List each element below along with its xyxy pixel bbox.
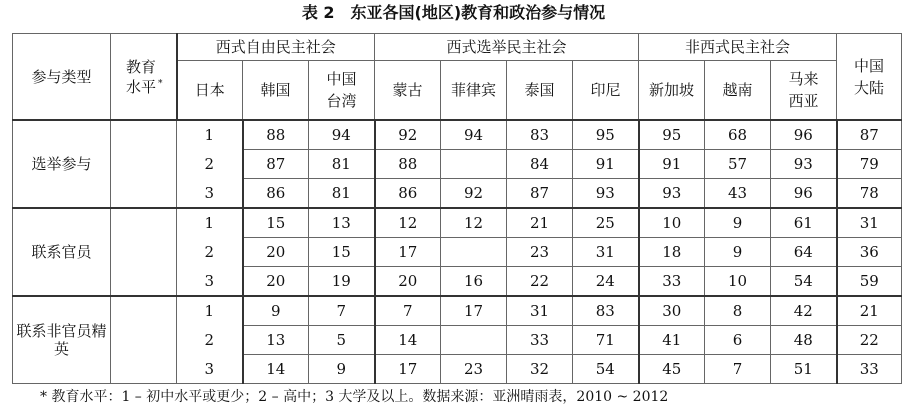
level-cell bbox=[111, 150, 177, 179]
value-cell: 94 bbox=[309, 120, 375, 150]
value-cell: 87 bbox=[837, 120, 902, 150]
value-cell: 36 bbox=[837, 238, 902, 267]
value-cell: 21 bbox=[507, 208, 573, 238]
value-cell: 57 bbox=[705, 150, 771, 179]
level-cell: 1 bbox=[177, 208, 243, 238]
value-cell: 9 bbox=[309, 355, 375, 384]
header-group-nonwestern: 非西式民主社会 bbox=[639, 34, 837, 61]
value-cell: 51 bbox=[771, 355, 837, 384]
table-footnote: * 教育水平：1 – 初中水平或更少；2 – 高中；3 大学及以上。数据来源：亚洲晴雨表，2010 ~ 2012 bbox=[40, 389, 669, 405]
value-cell: 31 bbox=[573, 238, 639, 267]
value-cell: 96 bbox=[771, 179, 837, 209]
value-cell: 9 bbox=[705, 238, 771, 267]
value-cell: 10 bbox=[639, 208, 705, 238]
value-cell: 92 bbox=[441, 179, 507, 209]
value-cell: 81 bbox=[309, 179, 375, 209]
level-cell bbox=[111, 120, 177, 150]
value-cell: 23 bbox=[441, 355, 507, 384]
table-row bbox=[13, 179, 902, 209]
value-cell: 15 bbox=[309, 238, 375, 267]
value-cell: 33 bbox=[837, 355, 902, 384]
value-cell: 25 bbox=[573, 208, 639, 238]
value-cell: 32 bbox=[507, 355, 573, 384]
section-label: 联系非官员精英 bbox=[13, 296, 111, 384]
value-cell: 79 bbox=[837, 150, 902, 179]
value-cell: 86 bbox=[243, 179, 309, 209]
value-cell: 9 bbox=[705, 208, 771, 238]
value-cell: 95 bbox=[573, 120, 639, 150]
value-cell: 88 bbox=[375, 150, 441, 179]
value-cell: 83 bbox=[573, 296, 639, 326]
value-cell: 33 bbox=[639, 267, 705, 297]
value-cell: 16 bbox=[441, 267, 507, 297]
value-cell: 41 bbox=[639, 326, 705, 355]
header-education-level bbox=[111, 34, 177, 121]
value-cell: 14 bbox=[243, 355, 309, 384]
value-cell: 87 bbox=[507, 179, 573, 209]
col-korea: 韩国 bbox=[243, 61, 309, 121]
table-title bbox=[0, 3, 907, 23]
value-cell bbox=[441, 238, 507, 267]
level-cell bbox=[111, 355, 177, 384]
value-cell: 9 bbox=[243, 296, 309, 326]
value-cell: 91 bbox=[573, 150, 639, 179]
level-cell: 3 bbox=[177, 267, 243, 297]
value-cell bbox=[441, 326, 507, 355]
value-cell: 17 bbox=[441, 296, 507, 326]
value-cell: 81 bbox=[309, 150, 375, 179]
col-taiwan-text: 中国台湾 bbox=[326, 70, 357, 110]
header-participation-type: 参与类型 bbox=[13, 34, 111, 121]
level-cell: 3 bbox=[177, 179, 243, 209]
value-cell: 18 bbox=[639, 238, 705, 267]
value-cell: 78 bbox=[837, 179, 902, 209]
value-cell: 93 bbox=[639, 179, 705, 209]
level-cell bbox=[111, 238, 177, 267]
table-caption: 东亚各国(地区)教育和政治参与情况 bbox=[350, 3, 606, 22]
value-cell: 54 bbox=[573, 355, 639, 384]
value-cell: 88 bbox=[243, 120, 309, 150]
value-cell: 93 bbox=[771, 150, 837, 179]
value-cell: 48 bbox=[771, 326, 837, 355]
value-cell: 87 bbox=[243, 150, 309, 179]
col-thailand: 泰国 bbox=[507, 61, 573, 121]
table-row bbox=[13, 150, 902, 179]
value-cell: 6 bbox=[705, 326, 771, 355]
value-cell: 20 bbox=[375, 267, 441, 297]
table-row bbox=[13, 296, 902, 326]
value-cell: 31 bbox=[507, 296, 573, 326]
value-cell: 23 bbox=[507, 238, 573, 267]
value-cell: 93 bbox=[573, 179, 639, 209]
header-group-liberal: 西式自由民主社会 bbox=[177, 34, 375, 61]
value-cell: 33 bbox=[507, 326, 573, 355]
table-number: 表 2 bbox=[301, 3, 335, 22]
value-cell: 61 bbox=[771, 208, 837, 238]
section-label: 联系官员 bbox=[13, 208, 111, 296]
section-label: 选举参与 bbox=[13, 120, 111, 208]
value-cell: 95 bbox=[639, 120, 705, 150]
col-malaysia bbox=[771, 61, 837, 121]
education-footnote-mark: * bbox=[158, 78, 163, 89]
level-cell: 1 bbox=[177, 296, 243, 326]
level-cell: 2 bbox=[177, 150, 243, 179]
col-vietnam: 越南 bbox=[705, 61, 771, 121]
value-cell: 20 bbox=[243, 267, 309, 297]
value-cell bbox=[441, 150, 507, 179]
level-cell: 2 bbox=[177, 238, 243, 267]
col-malaysia-text: 马来西亚 bbox=[788, 70, 819, 110]
level-cell bbox=[111, 179, 177, 209]
col-indonesia: 印尼 bbox=[573, 61, 639, 121]
level-cell: 3 bbox=[177, 355, 243, 384]
value-cell: 7 bbox=[309, 296, 375, 326]
value-cell: 22 bbox=[837, 326, 902, 355]
header-education-level-text: 教育水平 bbox=[125, 57, 156, 96]
value-cell: 42 bbox=[771, 296, 837, 326]
value-cell: 68 bbox=[705, 120, 771, 150]
table-row bbox=[13, 267, 902, 297]
value-cell: 43 bbox=[705, 179, 771, 209]
table-row bbox=[13, 238, 902, 267]
value-cell: 92 bbox=[375, 120, 441, 150]
table-row bbox=[13, 326, 902, 355]
value-cell: 13 bbox=[243, 326, 309, 355]
level-cell bbox=[111, 326, 177, 355]
value-cell: 96 bbox=[771, 120, 837, 150]
value-cell: 7 bbox=[705, 355, 771, 384]
table-row bbox=[13, 120, 902, 150]
level-cell bbox=[111, 208, 177, 238]
value-cell: 24 bbox=[573, 267, 639, 297]
level-cell: 1 bbox=[177, 120, 243, 150]
value-cell: 30 bbox=[639, 296, 705, 326]
header-mainland-china-text: 中国大陆 bbox=[854, 56, 885, 97]
value-cell: 64 bbox=[771, 238, 837, 267]
value-cell: 10 bbox=[705, 267, 771, 297]
col-philippines: 菲律宾 bbox=[441, 61, 507, 121]
value-cell: 71 bbox=[573, 326, 639, 355]
table-row bbox=[13, 355, 902, 384]
value-cell: 31 bbox=[837, 208, 902, 238]
value-cell: 8 bbox=[705, 296, 771, 326]
value-cell: 54 bbox=[771, 267, 837, 297]
col-taiwan bbox=[309, 61, 375, 121]
header-group-electoral: 西式选举民主社会 bbox=[375, 34, 639, 61]
value-cell: 14 bbox=[375, 326, 441, 355]
col-mongolia: 蒙古 bbox=[375, 61, 441, 121]
value-cell: 12 bbox=[375, 208, 441, 238]
value-cell: 19 bbox=[309, 267, 375, 297]
level-cell: 2 bbox=[177, 326, 243, 355]
value-cell: 17 bbox=[375, 355, 441, 384]
table-row bbox=[13, 208, 902, 238]
value-cell: 84 bbox=[507, 150, 573, 179]
value-cell: 5 bbox=[309, 326, 375, 355]
value-cell: 22 bbox=[507, 267, 573, 297]
value-cell: 59 bbox=[837, 267, 902, 297]
level-cell bbox=[111, 267, 177, 297]
value-cell: 20 bbox=[243, 238, 309, 267]
value-cell: 21 bbox=[837, 296, 902, 326]
data-table bbox=[12, 33, 902, 384]
header-mainland-china bbox=[837, 34, 902, 121]
level-cell bbox=[111, 296, 177, 326]
col-singapore: 新加坡 bbox=[639, 61, 705, 121]
value-cell: 12 bbox=[441, 208, 507, 238]
value-cell: 17 bbox=[375, 238, 441, 267]
value-cell: 45 bbox=[639, 355, 705, 384]
value-cell: 13 bbox=[309, 208, 375, 238]
value-cell: 15 bbox=[243, 208, 309, 238]
value-cell: 83 bbox=[507, 120, 573, 150]
col-japan: 日本 bbox=[177, 61, 243, 121]
value-cell: 91 bbox=[639, 150, 705, 179]
value-cell: 86 bbox=[375, 179, 441, 209]
value-cell: 94 bbox=[441, 120, 507, 150]
value-cell: 7 bbox=[375, 296, 441, 326]
